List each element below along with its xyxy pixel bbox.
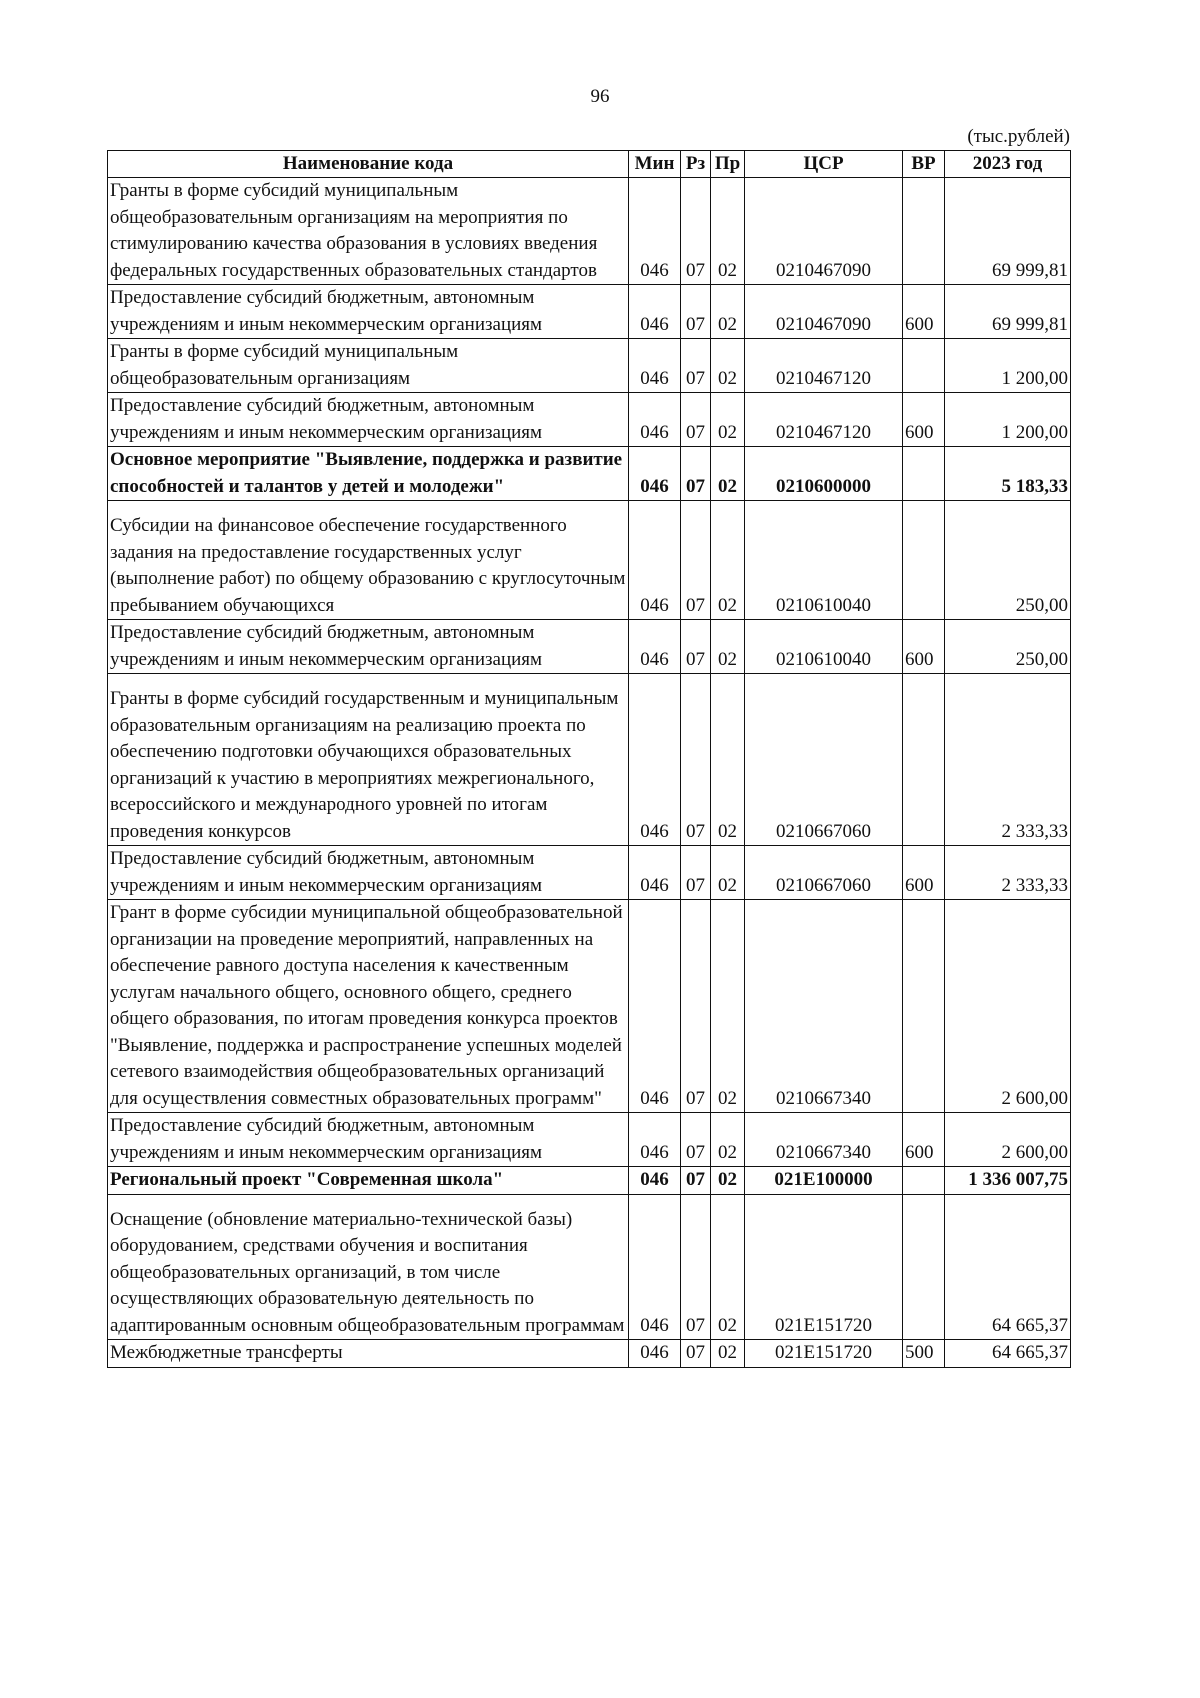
cell-min: 046 [629,620,681,674]
cell-name: Грант в форме субсидии муниципальной общеобразовательной организации на проведение мероприятий, направленных на обеспечение равного доступа населения к качественным услугам начального общего, основного общего, среднего общего образования, по итогам проведения конкурса проектов "Выявление, поддержка и распространение успешных моделей сетевого взаимодействия общеобразовательных организаций для осуществления совместных образовательных программ" [108,900,629,1113]
cell-vr [903,447,945,501]
cell-amount: 1 200,00 [945,339,1071,393]
cell-vr [903,1167,945,1195]
cell-vr: 600 [903,1113,945,1167]
table-row [108,393,1071,447]
cell-min: 046 [629,339,681,393]
cell-vr [903,674,945,846]
cell-amount: 2 600,00 [945,1113,1071,1167]
cell-min: 046 [629,1194,681,1340]
header-name: Наименование кода [108,151,629,178]
cell-csr: 021E151720 [745,1340,903,1368]
cell-csr: 0210667340 [745,1113,903,1167]
cell-vr: 600 [903,285,945,339]
cell-min: 046 [629,846,681,900]
cell-name: Предоставление субсидий бюджетным, автономным учреждениям и иным некоммерческим организациям [108,285,629,339]
cell-pr: 02 [711,846,745,900]
cell-csr: 021E100000 [745,1167,903,1195]
cell-amount: 2 600,00 [945,900,1071,1113]
cell-name: Предоставление субсидий бюджетным, автономным учреждениям и иным некоммерческим организациям [108,620,629,674]
cell-csr: 0210610040 [745,501,903,620]
header-pr: Пр [711,151,745,178]
cell-amount: 69 999,81 [945,285,1071,339]
units-label: (тыс.рублей) [967,126,1070,147]
cell-amount: 2 333,33 [945,674,1071,846]
header-amount: 2023 год [945,151,1071,178]
table-row-section [108,447,1071,501]
header-vr: ВР [903,151,945,178]
cell-csr: 0210600000 [745,447,903,501]
table-row [108,339,1071,393]
table-row [108,1340,1071,1368]
cell-csr: 0210667060 [745,846,903,900]
table-row [108,178,1071,285]
cell-csr: 021E151720 [745,1194,903,1340]
table-row [108,620,1071,674]
cell-vr [903,1194,945,1340]
cell-amount: 69 999,81 [945,178,1071,285]
cell-csr: 0210667340 [745,900,903,1113]
cell-csr: 0210467120 [745,393,903,447]
cell-rz: 07 [681,620,711,674]
cell-pr: 02 [711,393,745,447]
table-row [108,1194,1071,1340]
cell-rz: 07 [681,1194,711,1340]
cell-pr: 02 [711,447,745,501]
cell-vr: 600 [903,620,945,674]
cell-name: Предоставление субсидий бюджетным, автономным учреждениям и иным некоммерческим организациям [108,1113,629,1167]
cell-vr: 600 [903,393,945,447]
cell-name: Региональный проект "Современная школа" [108,1167,629,1195]
cell-pr: 02 [711,900,745,1113]
cell-name: Основное мероприятие "Выявление, поддержка и развитие способностей и талантов у детей и молодежи" [108,447,629,501]
cell-min: 046 [629,1113,681,1167]
page-number: 96 [590,86,610,107]
header-csr: ЦСР [745,151,903,178]
cell-vr [903,339,945,393]
cell-amount: 5 183,33 [945,447,1071,501]
cell-pr: 02 [711,501,745,620]
table-row [108,900,1071,1113]
cell-rz: 07 [681,447,711,501]
cell-amount: 2 333,33 [945,846,1071,900]
cell-rz: 07 [681,1113,711,1167]
cell-vr: 600 [903,846,945,900]
cell-pr: 02 [711,1194,745,1340]
cell-name: Гранты в форме субсидий муниципальным общеобразовательным организациям на мероприятия по стимулированию качества образования в условиях введения федеральных государственных образовательных стандартов [108,178,629,285]
cell-rz: 07 [681,1167,711,1195]
cell-name: Предоставление субсидий бюджетным, автономным учреждениям и иным некоммерческим организациям [108,393,629,447]
cell-name: Оснащение (обновление материально-технической базы) оборудованием, средствами обучения и воспитания общеобразовательных организаций, в том числе осуществляющих образовательную деятельность по адаптированным основным общеобразовательным программам [108,1194,629,1340]
cell-name: Субсидии на финансовое обеспечение государственного задания на предоставление государственных услуг (выполнение работ) по общему образованию с круглосуточным пребыванием обучающихся [108,501,629,620]
cell-amount: 1 200,00 [945,393,1071,447]
cell-amount: 250,00 [945,501,1071,620]
cell-csr: 0210467090 [745,285,903,339]
cell-rz: 07 [681,393,711,447]
budget-table [107,150,1071,1368]
cell-min: 046 [629,1340,681,1368]
cell-min: 046 [629,900,681,1113]
cell-name: Межбюджетные трансферты [108,1340,629,1368]
cell-vr [903,501,945,620]
cell-vr [903,178,945,285]
cell-rz: 07 [681,1340,711,1368]
table-row-section [108,1167,1071,1195]
cell-pr: 02 [711,339,745,393]
table-row [108,674,1071,846]
cell-rz: 07 [681,674,711,846]
cell-min: 046 [629,501,681,620]
cell-csr: 0210610040 [745,620,903,674]
table-row [108,846,1071,900]
cell-min: 046 [629,285,681,339]
cell-rz: 07 [681,285,711,339]
cell-pr: 02 [711,1340,745,1368]
cell-name: Гранты в форме субсидий государственным и муниципальным образовательным организациям на реализацию проекта по обеспечению подготовки обучающихся образовательных организаций к участию в мероприятиях межрегионального, всероссийского и международного уровней по итогам проведения конкурсов [108,674,629,846]
table-row [108,501,1071,620]
cell-csr: 0210467120 [745,339,903,393]
cell-pr: 02 [711,285,745,339]
cell-rz: 07 [681,339,711,393]
header-rz: Рз [681,151,711,178]
cell-amount: 1 336 007,75 [945,1167,1071,1195]
header-min: Мин [629,151,681,178]
cell-vr: 500 [903,1340,945,1368]
cell-amount: 250,00 [945,620,1071,674]
cell-vr [903,900,945,1113]
cell-name: Гранты в форме субсидий муниципальным общеобразовательным организациям [108,339,629,393]
cell-name: Предоставление субсидий бюджетным, автономным учреждениям и иным некоммерческим организациям [108,846,629,900]
cell-pr: 02 [711,1167,745,1195]
cell-min: 046 [629,1167,681,1195]
cell-amount: 64 665,37 [945,1194,1071,1340]
cell-csr: 0210467090 [745,178,903,285]
table-row [108,285,1071,339]
cell-min: 046 [629,674,681,846]
cell-csr: 0210667060 [745,674,903,846]
cell-rz: 07 [681,501,711,620]
cell-pr: 02 [711,674,745,846]
cell-rz: 07 [681,846,711,900]
cell-min: 046 [629,447,681,501]
table-row [108,1113,1071,1167]
cell-pr: 02 [711,178,745,285]
cell-amount: 64 665,37 [945,1340,1071,1368]
cell-rz: 07 [681,900,711,1113]
cell-pr: 02 [711,620,745,674]
cell-min: 046 [629,393,681,447]
cell-pr: 02 [711,1113,745,1167]
table-header-row [108,151,1071,178]
cell-min: 046 [629,178,681,285]
cell-rz: 07 [681,178,711,285]
